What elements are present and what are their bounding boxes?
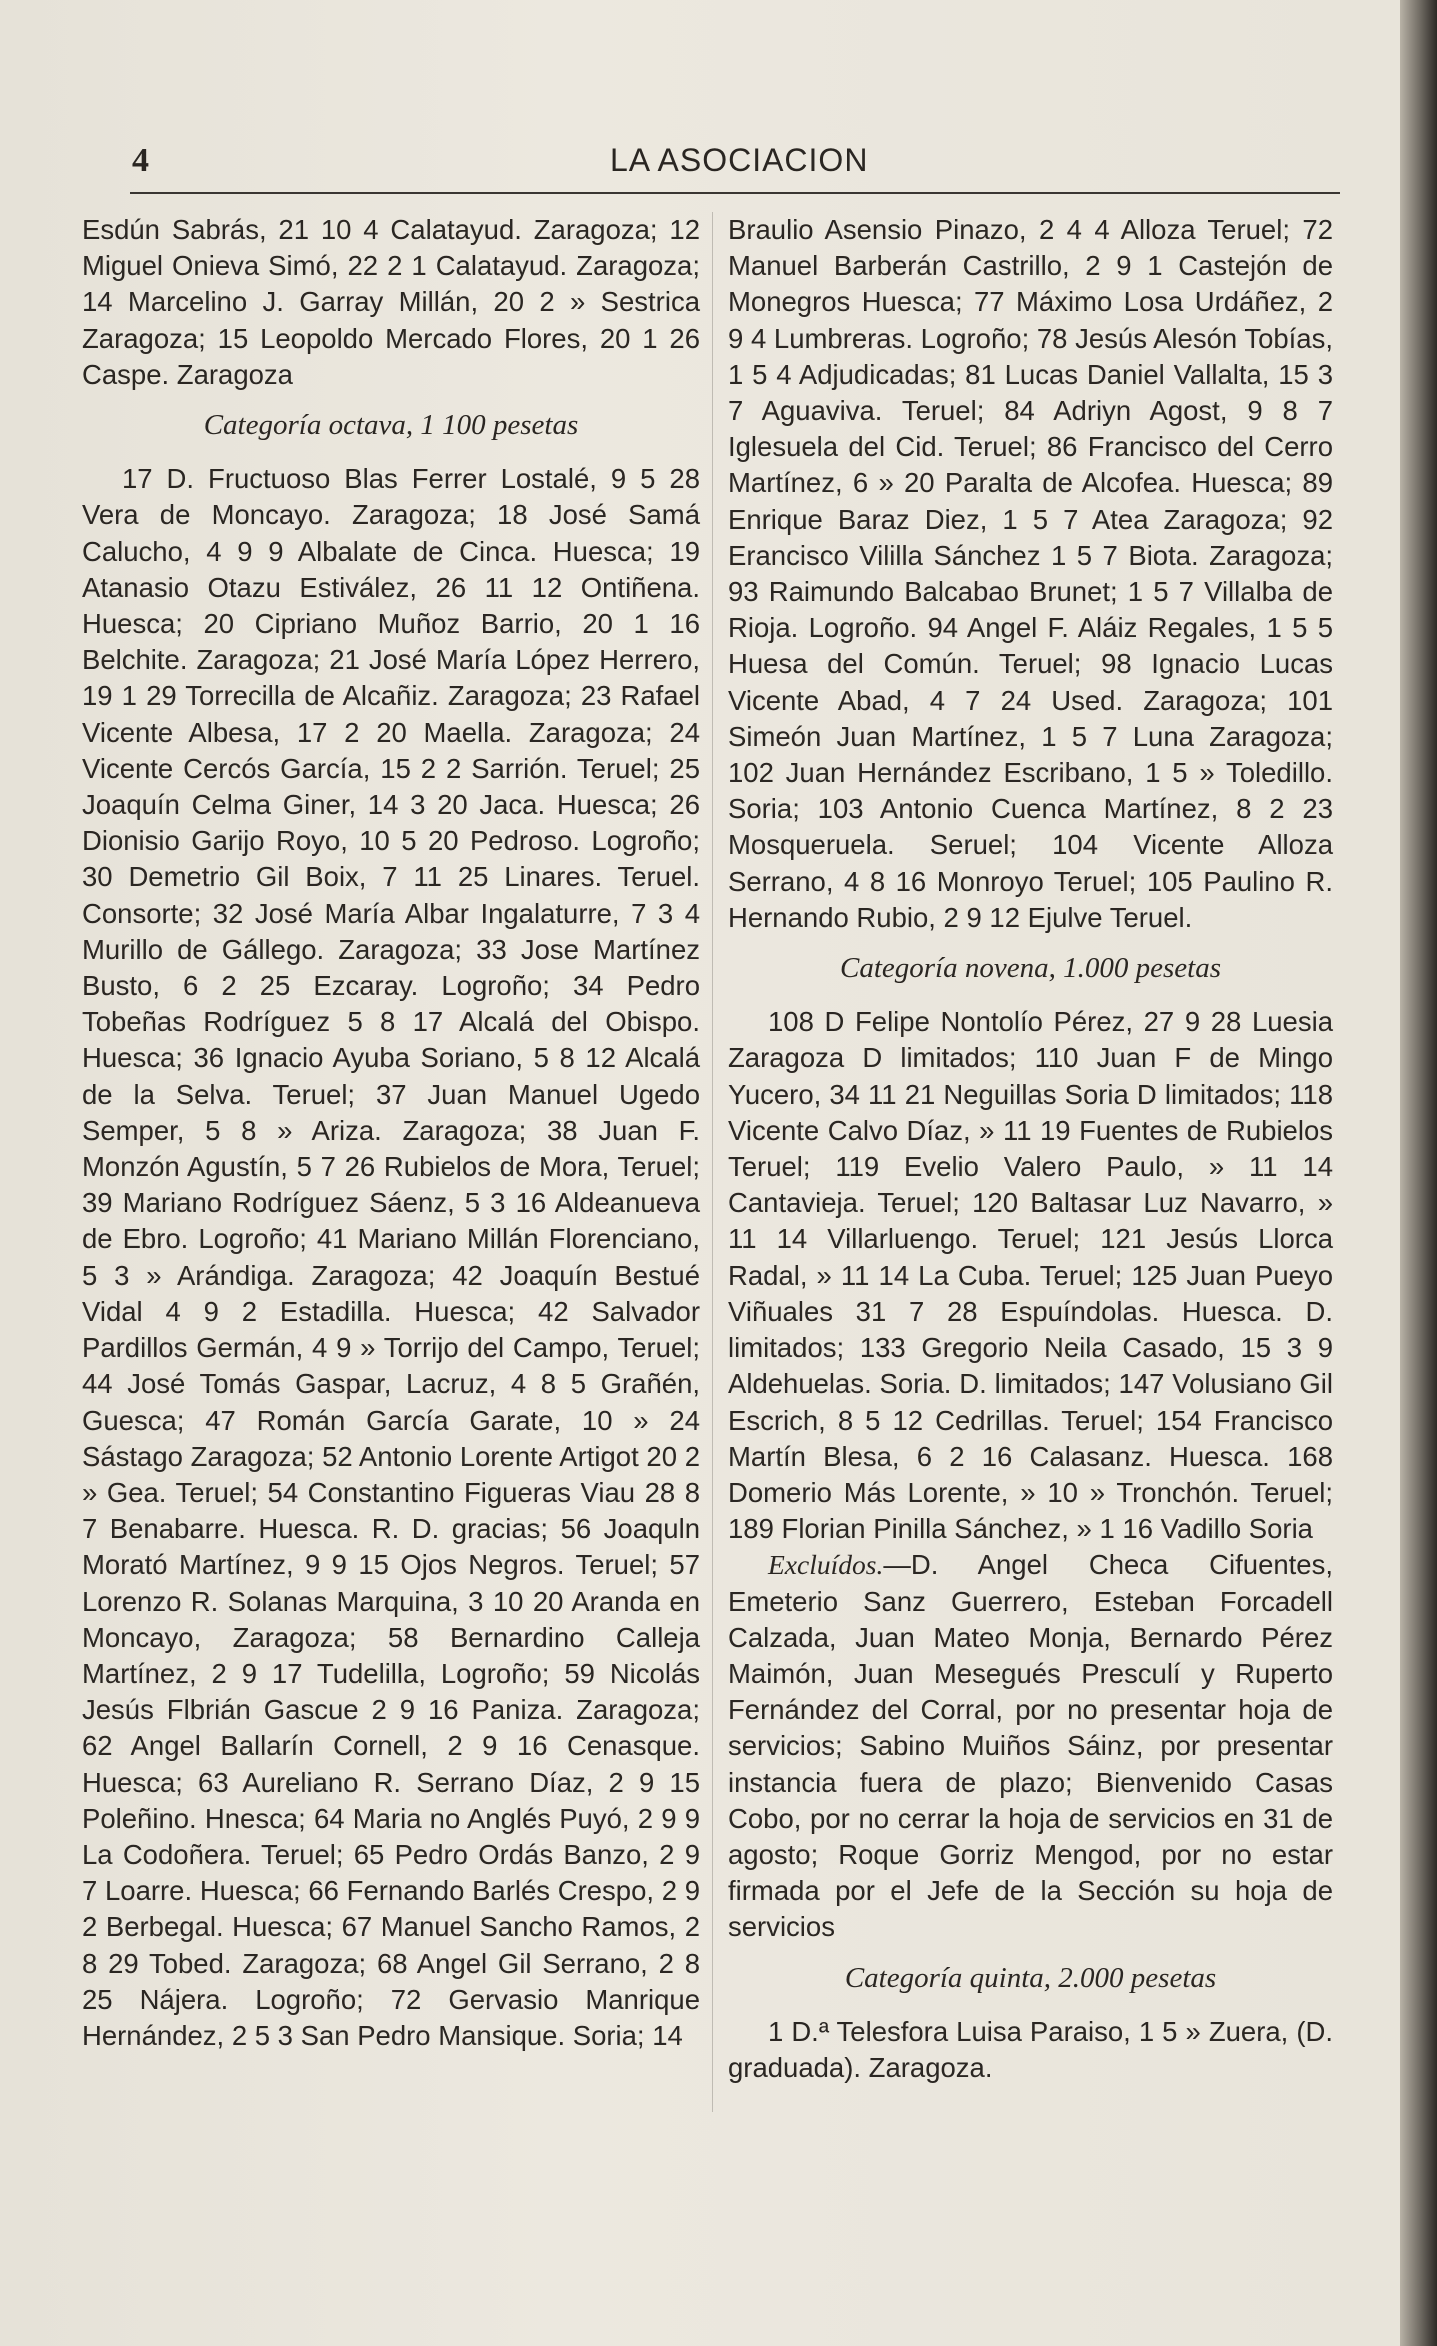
column-divider <box>712 212 713 2112</box>
right-paragraph-3: 1 D.ª Telesfora Luisa Paraiso, 1 5 » Zuera, (D. graduada). Zaragoza. <box>728 2015 1333 2083</box>
right-paragraph-1: Braulio Asensio Pinazo, 2 4 4 Alloza Teruel; 72 Manuel Barberán Castrillo, 2 9 1 Castejón de Monegros Huesca; 77 Máximo Losa Urdáñez, 2 9 4 Lumbreras. Logroño; 78 Jesús Alesón Tobías, 1 5 4 Adjudicadas; 81 Lucas Daniel Vallalta, 15 3 7 Aguaviva. Teruel; 84 Adriyn Agost, 9 8 7 Iglesuela del Cid. Teruel; 86 Francisco del Cerro Martínez, 6 » 20 Paralta de Alcofea. Huesca; 89 Enrique Baraz Diez, 1 5 7 Atea Zaragoza; 92 Erancisco Vililla Sánchez 1 5 7 Biota. Zaragoza; 93 Raimundo Balcabao Brunet; 1 5 7 Villalba de Rioja. Logroño. 94 Angel F. Aláiz Regales, 1 5 5 Huesa del Común. Teruel; 98 Ignacio Lucas Vicente Abad, 4 7 24 Used. Zaragoza; 101 Simeón Juan Martínez, 1 5 7 Luna Zaragoza; 102 Juan Hernández Escribano, 1 5 » Toledillo. Soria; 103 Antonio Cuenca Martínez, 8 2 23 Mosqueruela. Seruel; 104 Vicente Alloza Serrano, 4 8 16 Monroyo Teruel; 105 Paulino R. Hernando Rubio, 2 9 12 Ejulve Teruel. <box>728 214 1333 933</box>
page-header <box>130 138 1340 188</box>
page-spine-shadow <box>1400 0 1437 2346</box>
page-number: 4 <box>132 142 149 179</box>
excluded-text: —D. Angel Checa Cifuentes, Emeterio Sanz Guerrero, Esteban Forcadell Calzada, Juan Mateo Monja, Bernardo Pérez Maimón, Juan Mesegués Presculí y Ruperto Fernández del Corral, por no presentar hoja de servicios; Sabino Muiños Sáinz, por presentar instancia fuera de plazo; Bienvenido Casas Cobo, por no cerrar la hoja de servicios en 31 de agosto; Roque Gorriz Mengod, por no estar firmada por el Jefe de la Sección su hoja de servicios <box>728 1549 1333 1943</box>
category-heading-fifth: Categoría quinta, 2.000 pesetas <box>844 1961 1217 1994</box>
header-rule <box>130 192 1340 194</box>
excluded-label: Excluídos. <box>768 1549 884 1581</box>
excluded-paragraph <box>728 1547 1333 1945</box>
right-column <box>728 212 1333 2086</box>
left-column <box>82 212 700 2054</box>
publication-title: LA ASOCIACION <box>610 142 869 178</box>
category-heading-eighth: Categoría octava, 1 100 pesetas <box>203 409 579 442</box>
right-paragraph-2: 108 D Felipe Nontolío Pérez, 27 9 28 Luesia Zaragoza D limitados; 110 Juan F de Mingo Yucero, 34 11 21 Neguillas Soria D limitados; 118 Vicente Calvo Díaz, » 11 19 Fuentes de Rubielos Teruel; 119 Evelio Valero Paulo, » 11 14 Cantavieja. Teruel; 120 Baltasar Luz Navarro, » 11 14 Villarluengo. Teruel; 121 Jesús Llorca Radal, » 11 14 La Cuba. Teruel; 125 Juan Pueyo Viñuales 31 7 28 Espuíndolas. Huesca. D. limitados; 133 Gregorio Neila Casado, 15 3 9 Aldehuelas. Soria. D. limitados; 147 Volusiano Gil Escrich, 8 5 12 Cedrillas. Teruel; 154 Francisco Martín Blesa, 6 2 16 Calasanz. Huesca. 168 Domerio Más Lorente, » 10 » Tronchón. Teruel; 189 Florian Pinilla Sánchez, » 1 16 Vadillo Soria <box>728 1006 1333 1545</box>
category-heading-ninth: Categoría novena, 1.000 pesetas <box>840 952 1221 985</box>
left-paragraph-2: 17 D. Fructuoso Blas Ferrer Lostalé, 9 5 28 Vera de Moncayo. Zaragoza; 18 José Samá Calucho, 4 9 9 Albalate de Cinca. Huesca; 19 Atanasio Otazu Estivález, 26 11 12 Ontiñena. Huesca; 20 Cipriano Muñoz Barrio, 20 1 16 Belchite. Zaragoza; 21 José María López Herrero, 19 1 29 Torrecilla de Alcañiz. Zaragoza; 23 Rafael Vicente Albesa, 17 2 20 Maella. Zaragoza; 24 Vicente Cercós García, 15 2 2 Sarrión. Teruel; 25 Joaquín Celma Giner, 14 3 20 Jaca. Huesca; 26 Dionisio Garijo Royo, 10 5 20 Pedroso. Logroño; 30 Demetrio Gil Boix, 7 11 25 Linares. Teruel. Consorte; 32 José María Albar Ingalaturre, 7 3 4 Murillo de Gállego. Zaragoza; 33 Jose Martínez Busto, 6 2 25 Ezcaray. Logroño; 34 Pedro Tobeñas Rodríguez 5 8 17 Alcalá del Obispo. Huesca; 36 Ignacio Ayuba Soriano, 5 8 12 Alcalá de la Selva. Teruel; 37 Juan Manuel Ugedo Semper, 5 8 » Ariza. Zaragoza; 38 Juan F. Monzón Agustín, 5 7 26 Rubielos de Mora, Teruel; 39 Mariano Rodríguez Sáenz, 5 3 16 Aldeanueva de Ebro. Logroño; 41 Mariano Millán Florenciano, 5 3 » Arándiga. Zaragoza; 42 Joaquín Bestué Vidal 4 9 2 Estadilla. Huesca; 42 Salvador Pardillos Germán, 4 9 » Torrijo del Campo, Teruel; 44 José Tomás Gaspar, Lacruz, 4 8 5 Grañén, Guesca; 47 Román García Garate, 10 » 24 Sástago Zaragoza; 52 Antonio Lorente Artigot 20 2 » Gea. Teruel; 54 Constantino Figueras Viau 28 8 7 Benabarre. Huesca. R. D. gracias; 56 Joaquln Morató Martínez, 9 9 15 Ojos Negros. Teruel; 57 Lorenzo R. Solanas Marquina, 3 10 20 Aranda en Moncayo, Zaragoza; 58 Bernardino Calleja Martínez, 2 9 17 Tudelilla, Logroño; 59 Nicolás Jesús Flbrián Gascue 2 9 16 Paniza. Zaragoza; 62 Angel Ballarín Cornell, 2 9 16 Cenasque. Huesca; 63 Aureliano R. Serrano Díaz, 2 9 15 Poleñino. Hnesca; 64 Maria no Anglés Puyó, 2 9 9 La Codoñera. Teruel; 65 Pedro Ordás Banzo, 2 9 7 Loarre. Huesca; 66 Fernando Barlés Crespo, 2 9 2 Berbegal. Huesca; 67 Manuel Sancho Ramos, 2 8 29 Tobed. Zaragoza; 68 Angel Gil Serrano, 2 8 25 Nájera. Logroño; 72 Gervasio Manrique Hernández, 2 5 3 San Pedro Mansique. Soria; 14 <box>82 463 700 2051</box>
left-paragraph-1: Esdún Sabrás, 21 10 4 Calatayud. Zaragoza; 12 Miguel Onieva Simó, 22 2 1 Calatayud. Zaragoza; 14 Marcelino J. Garray Millán, 20 2 » Sestrica Zaragoza; 15 Leopoldo Mercado Flores, 20 1 26 Caspe. Zaragoza <box>82 214 700 390</box>
